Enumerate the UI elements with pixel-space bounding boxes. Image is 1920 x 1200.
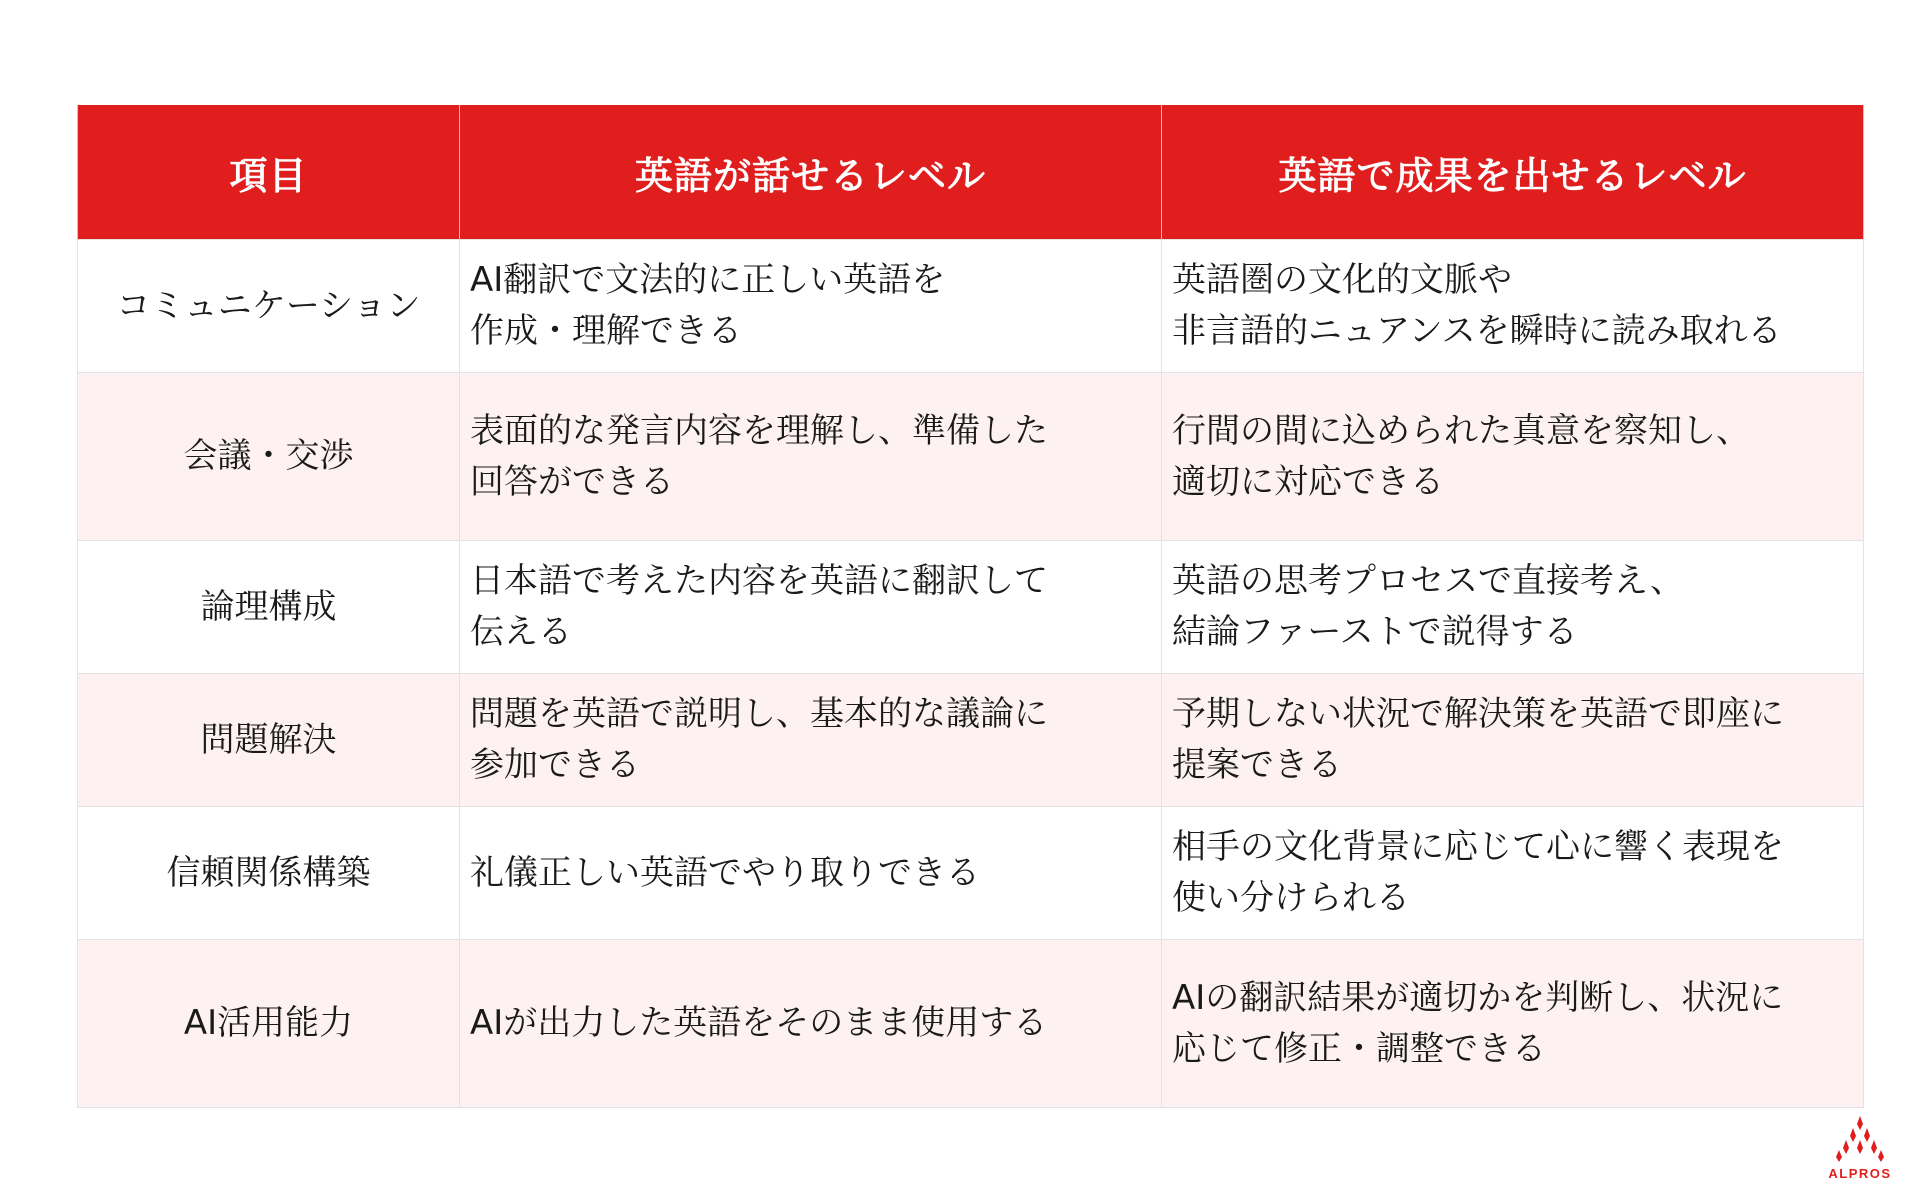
cell-line: 表面的な発言内容を理解し、準備した [470, 410, 1048, 451]
cell-line: 回答ができる [470, 461, 674, 502]
cell-line: 提案できる [1172, 745, 1342, 785]
cell-line: 結論ファーストで説得する [1172, 612, 1578, 652]
row-speak [460, 541, 1162, 674]
table-row [78, 940, 1864, 1108]
cell-line: 使い分けられる [1172, 878, 1410, 918]
row-item: コミュニケーション [78, 240, 460, 373]
alpros-logo [1818, 1114, 1902, 1194]
cell-line: 礼儀正しい英語でやり取りできる [470, 852, 980, 893]
cell-line: 作成・理解できる [470, 311, 742, 351]
cell-line: 非言語的ニュアンスを瞬時に読み取れる [1172, 311, 1782, 351]
cell-line: 英語の思考プロセスで直接考え、 [1172, 561, 1685, 601]
table-row [78, 807, 1864, 940]
cell-line: AIが出力した英語をそのまま使用する [470, 1003, 1048, 1043]
table-header-row [78, 105, 1864, 240]
cell-line: 予期しない状況で解決策を英語で即座に [1172, 694, 1784, 734]
row-result [1162, 807, 1864, 940]
cell-line: 相手の文化背景に応じて心に響く表現を [1172, 827, 1784, 867]
row-speak [460, 240, 1162, 373]
cell-line: 英語圏の文化的文脈や [1172, 260, 1512, 300]
row-speak [460, 373, 1162, 541]
logo-mark-icon [1832, 1114, 1888, 1164]
cell-line: 応じて修正・調整できる [1172, 1028, 1546, 1069]
row-item: 信頼関係構築 [78, 807, 460, 940]
table-row [78, 674, 1864, 807]
cell-line: AIの翻訳結果が適切かを判断し、状況に [1172, 977, 1784, 1018]
cell-line: 行間の間に込められた真意を察知し、 [1172, 410, 1750, 451]
cell-line: 適切に対応できる [1172, 461, 1444, 502]
row-result [1162, 240, 1864, 373]
header-speak-level: 英語が話せるレベル [460, 105, 1162, 240]
logo-text: ALPROS [1828, 1166, 1892, 1181]
row-item: 会議・交渉 [78, 373, 460, 541]
table-row [78, 373, 1864, 541]
row-result [1162, 373, 1864, 541]
row-speak [460, 807, 1162, 940]
cell-line: 参加できる [470, 745, 640, 785]
row-speak [460, 940, 1162, 1108]
row-result [1162, 940, 1864, 1108]
header-item: 項目 [78, 105, 460, 240]
cell-line: 日本語で考えた内容を英語に翻訳して [470, 561, 1048, 601]
row-item: 論理構成 [78, 541, 460, 674]
header-result-level: 英語で成果を出せるレベル [1162, 105, 1864, 240]
row-item: AI活用能力 [78, 940, 460, 1108]
row-result [1162, 541, 1864, 674]
row-result [1162, 674, 1864, 807]
table-row [78, 541, 1864, 674]
comparison-table [77, 105, 1864, 1108]
cell-line: 伝える [470, 612, 572, 652]
row-speak [460, 674, 1162, 807]
row-item: 問題解決 [78, 674, 460, 807]
cell-line: AI翻訳で文法的に正しい英語を [470, 260, 946, 300]
table-row [78, 240, 1864, 373]
cell-line: 問題を英語で説明し、基本的な議論に [470, 694, 1048, 734]
